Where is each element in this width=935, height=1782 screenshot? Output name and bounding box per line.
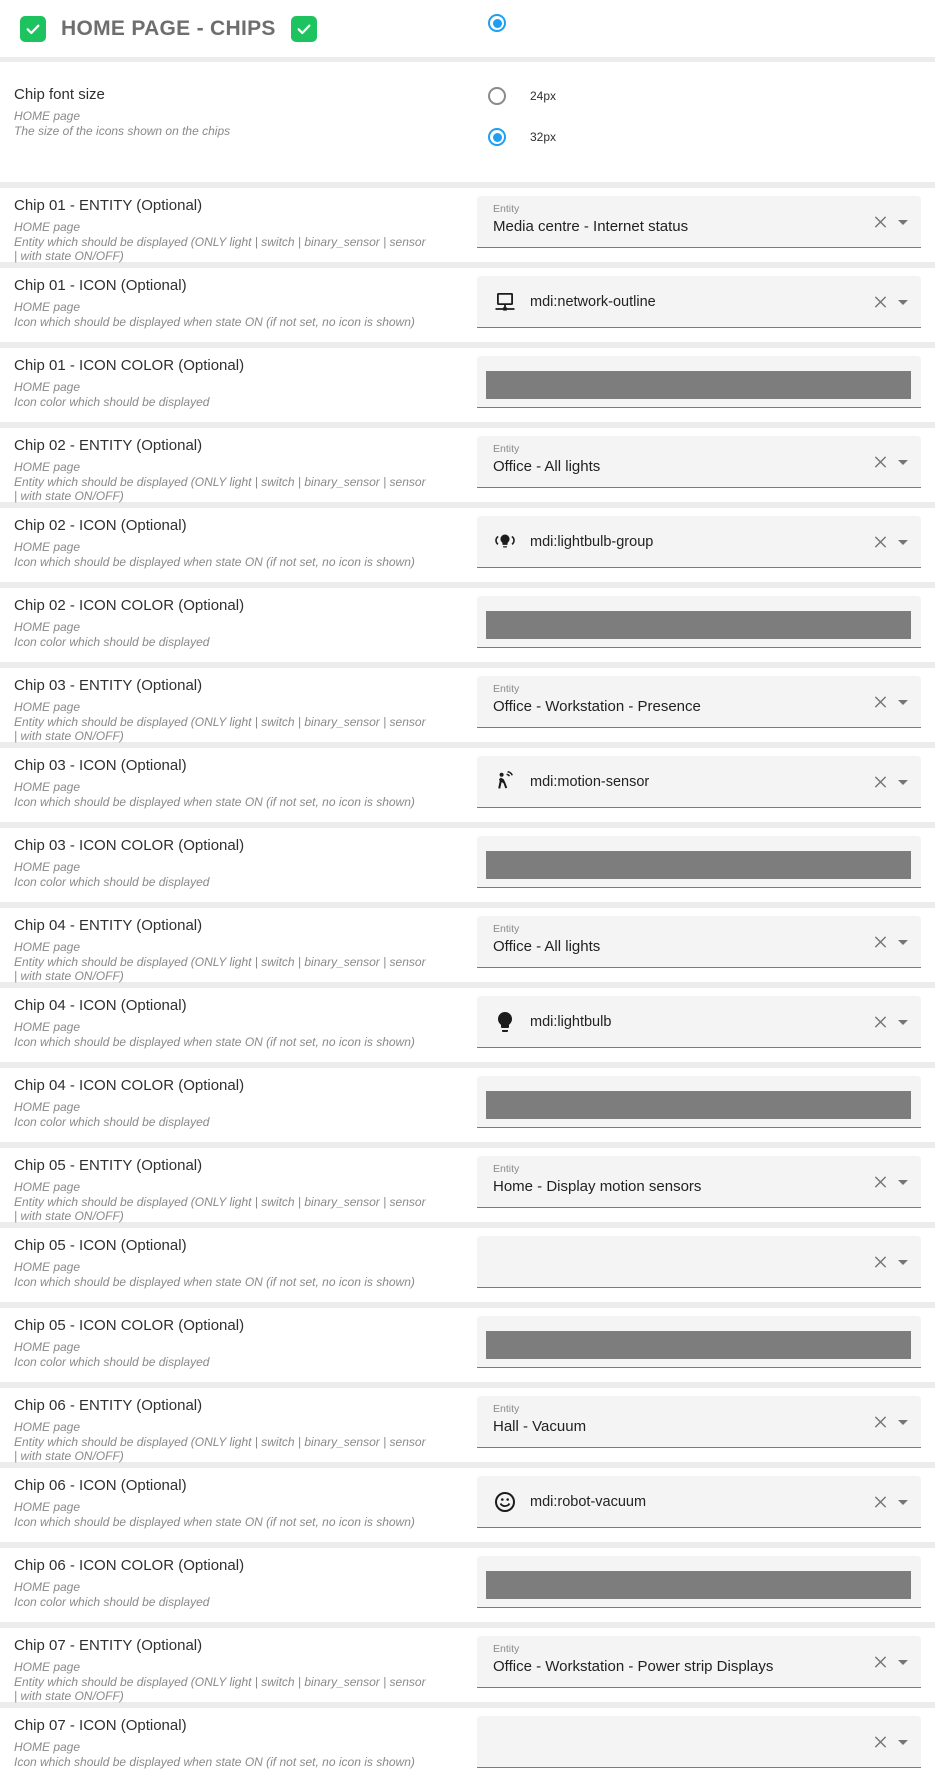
setting-subtitle: HOME page [14, 1340, 81, 1354]
field-label: Entity [493, 443, 520, 455]
clear-icon[interactable] [873, 214, 888, 229]
setting-description: Icon which should be displayed when state ON (if not set, no icon is shown) [14, 1515, 415, 1529]
check-icon [296, 21, 312, 37]
setting-subtitle: HOME page [14, 460, 81, 474]
color-swatch [486, 611, 911, 639]
setting-subtitle: HOME page [14, 700, 81, 714]
color-picker-field[interactable] [477, 596, 921, 648]
check-icon [25, 21, 41, 37]
chevron-down-icon[interactable] [898, 700, 908, 705]
lightbulb-icon [493, 1010, 517, 1034]
font-size-option-24px[interactable] [488, 87, 556, 105]
icon-setting-row [0, 268, 935, 342]
icon-select-field[interactable] [477, 996, 921, 1048]
setting-title: Chip 07 - ENTITY (Optional) [14, 1637, 203, 1654]
setting-title: Chip 03 - ICON COLOR (Optional) [14, 837, 245, 854]
setting-description: Entity which should be displayed (ONLY light | switch | binary_sensor | sensor | with state ON/OFF) [14, 475, 426, 503]
setting-description: Icon color which should be displayed [14, 1355, 210, 1369]
setting-description: Icon color which should be displayed [14, 635, 210, 649]
setting-title: Chip 05 - ICON (Optional) [14, 1237, 187, 1254]
color-setting-row [0, 1068, 935, 1142]
setting-description: Icon color which should be displayed [14, 875, 210, 889]
color-picker-field[interactable] [477, 1556, 921, 1608]
color-setting-row [0, 1308, 935, 1382]
field-label: Entity [493, 1403, 520, 1415]
option-label: 24px [530, 89, 557, 103]
setting-subtitle: HOME page [14, 220, 81, 234]
motion-sensor-icon [493, 770, 517, 794]
setting-description: Icon which should be displayed when state ON (if not set, no icon is shown) [14, 795, 415, 809]
field-value: Office - Workstation - Power strip Displays [493, 1658, 774, 1675]
icon-setting-row [0, 1468, 935, 1542]
entity-select-field[interactable] [477, 436, 921, 488]
icon-setting-row [0, 988, 935, 1062]
clear-icon[interactable] [873, 1494, 888, 1509]
field-value: mdi:motion-sensor [530, 773, 650, 790]
setting-title: Chip 07 - ICON (Optional) [14, 1717, 187, 1734]
icon-setting-row [0, 748, 935, 822]
setting-description: Entity which should be displayed (ONLY light | switch | binary_sensor | sensor | with state ON/OFF) [14, 955, 426, 983]
settings-rows [0, 188, 935, 1782]
setting-subtitle: HOME page [14, 1020, 81, 1034]
chevron-down-icon[interactable] [898, 940, 908, 945]
icon-select-field[interactable] [477, 516, 921, 568]
entity-select-field[interactable] [477, 676, 921, 728]
entity-setting-row [0, 428, 935, 502]
chip-font-size-row [0, 62, 935, 182]
setting-title: Chip 03 - ENTITY (Optional) [14, 677, 203, 694]
clear-icon[interactable] [873, 1174, 888, 1189]
setting-subtitle: HOME page [14, 300, 81, 314]
field-value: Office - Workstation - Presence [493, 698, 701, 715]
clear-icon[interactable] [873, 1014, 888, 1029]
chevron-down-icon[interactable] [898, 1020, 908, 1025]
color-setting-row [0, 588, 935, 662]
entity-setting-row [0, 908, 935, 982]
setting-title: Chip 02 - ENTITY (Optional) [14, 437, 203, 454]
setting-subtitle: HOME page [14, 1180, 81, 1194]
field-label: Entity [493, 1163, 520, 1175]
setting-description: Icon which should be displayed when state ON (if not set, no icon is shown) [14, 1035, 415, 1049]
setting-subtitle: HOME page [14, 1740, 81, 1754]
setting-description: Icon which should be displayed when state ON (if not set, no icon is shown) [14, 315, 415, 329]
header-checkbox-trailing[interactable] [291, 16, 317, 42]
setting-subtitle: HOME page [14, 620, 81, 634]
entity-setting-row [0, 1148, 935, 1222]
clear-icon[interactable] [873, 1654, 888, 1669]
icon-select-field[interactable] [477, 1716, 921, 1768]
chevron-down-icon[interactable] [898, 1260, 908, 1265]
setting-title: Chip 04 - ICON (Optional) [14, 997, 187, 1014]
setting-title: Chip 02 - ICON (Optional) [14, 517, 187, 534]
setting-description: The size of the icons shown on the chips [14, 124, 231, 138]
field-label: Entity [493, 923, 520, 935]
setting-description: Entity which should be displayed (ONLY light | switch | binary_sensor | sensor | with state ON/OFF) [14, 715, 426, 743]
entity-select-field[interactable] [477, 1396, 921, 1448]
icon-select-field[interactable] [477, 1236, 921, 1288]
lightbulb-group-icon [493, 530, 517, 554]
chevron-down-icon[interactable] [898, 780, 908, 785]
entity-setting-row [0, 1388, 935, 1462]
setting-title: Chip 01 - ENTITY (Optional) [14, 197, 203, 214]
color-picker-field[interactable] [477, 1076, 921, 1128]
entity-select-field[interactable] [477, 916, 921, 968]
setting-title: Chip 04 - ENTITY (Optional) [14, 917, 203, 934]
icon-select-field[interactable] [477, 756, 921, 808]
setting-description: Icon which should be displayed when state ON (if not set, no icon is shown) [14, 555, 415, 569]
icon-setting-row [0, 1228, 935, 1302]
color-swatch [486, 1091, 911, 1119]
color-setting-row [0, 1548, 935, 1622]
setting-description: Icon which should be displayed when state ON (if not set, no icon is shown) [14, 1275, 415, 1289]
entity-select-field[interactable] [477, 1636, 921, 1688]
icon-select-field[interactable] [477, 276, 921, 328]
color-swatch [486, 371, 911, 399]
chevron-down-icon[interactable] [898, 1660, 908, 1665]
clear-icon[interactable] [873, 454, 888, 469]
color-picker-field[interactable] [477, 356, 921, 408]
entity-select-field[interactable] [477, 1156, 921, 1208]
chevron-down-icon[interactable] [898, 540, 908, 545]
color-picker-field[interactable] [477, 836, 921, 888]
field-value: Media centre - Internet status [493, 218, 689, 235]
clear-icon[interactable] [873, 294, 888, 309]
setting-title: Chip 02 - ICON COLOR (Optional) [14, 597, 245, 614]
setting-title: Chip font size [14, 86, 105, 103]
setting-title: Chip 05 - ICON COLOR (Optional) [14, 1317, 245, 1334]
header-radio-button[interactable] [488, 14, 506, 32]
chevron-down-icon[interactable] [898, 1180, 908, 1185]
entity-select-field[interactable] [477, 196, 921, 248]
icon-setting-row [0, 508, 935, 582]
entity-setting-row [0, 1628, 935, 1702]
icon-setting-row [0, 1708, 935, 1782]
robot-vacuum-icon [493, 1490, 517, 1514]
color-swatch [486, 851, 911, 879]
field-label: Entity [493, 683, 520, 695]
setting-subtitle: HOME page [14, 1100, 81, 1114]
setting-title: Chip 06 - ICON COLOR (Optional) [14, 1557, 245, 1574]
setting-subtitle: HOME page [14, 1660, 81, 1674]
setting-title: Chip 06 - ENTITY (Optional) [14, 1397, 203, 1414]
field-label: Entity [493, 203, 520, 215]
setting-title: Chip 03 - ICON (Optional) [14, 757, 187, 774]
field-value: Home - Display motion sensors [493, 1178, 702, 1195]
setting-title: Chip 04 - ICON COLOR (Optional) [14, 1077, 245, 1094]
chevron-down-icon[interactable] [898, 1420, 908, 1425]
field-value: mdi:network-outline [530, 293, 656, 310]
field-value: Office - All lights [493, 458, 601, 475]
color-setting-row [0, 348, 935, 422]
setting-subtitle: HOME page [14, 860, 81, 874]
chevron-down-icon[interactable] [898, 300, 908, 305]
setting-title: Chip 01 - ICON COLOR (Optional) [14, 357, 245, 374]
font-size-option-32px[interactable] [488, 128, 556, 146]
color-picker-field[interactable] [477, 1316, 921, 1368]
chevron-down-icon[interactable] [898, 220, 908, 225]
field-value: mdi:lightbulb [530, 1013, 612, 1030]
setting-subtitle: HOME page [14, 380, 81, 394]
field-value: mdi:lightbulb-group [530, 533, 654, 550]
setting-description: Entity which should be displayed (ONLY light | switch | binary_sensor | sensor | with state ON/OFF) [14, 1675, 426, 1703]
setting-description: Icon color which should be displayed [14, 1115, 210, 1129]
setting-subtitle: HOME page [14, 1500, 81, 1514]
chevron-down-icon[interactable] [898, 1740, 908, 1745]
radio-button[interactable] [488, 128, 506, 146]
clear-icon[interactable] [873, 1254, 888, 1269]
clear-icon[interactable] [873, 1734, 888, 1749]
setting-subtitle: HOME page [14, 540, 81, 554]
page-title: HOME PAGE - CHIPS [61, 16, 276, 40]
field-value: Office - All lights [493, 938, 601, 955]
setting-description: Icon which should be displayed when state ON (if not set, no icon is shown) [14, 1755, 415, 1769]
radio-button[interactable] [488, 87, 506, 105]
setting-subtitle: HOME page [14, 1420, 81, 1434]
clear-icon[interactable] [873, 1414, 888, 1429]
setting-subtitle: HOME page [14, 940, 81, 954]
setting-subtitle: HOME page [14, 1580, 81, 1594]
setting-description: Entity which should be displayed (ONLY light | switch | binary_sensor | sensor | with state ON/OFF) [14, 235, 426, 263]
setting-description: Icon color which should be displayed [14, 395, 210, 409]
chevron-down-icon[interactable] [898, 460, 908, 465]
field-value: mdi:robot-vacuum [530, 1493, 647, 1510]
setting-subtitle: HOME page [14, 109, 81, 123]
setting-description: Entity which should be displayed (ONLY light | switch | binary_sensor | sensor | with state ON/OFF) [14, 1435, 426, 1463]
color-swatch [486, 1331, 911, 1359]
entity-setting-row [0, 188, 935, 262]
icon-select-field[interactable] [477, 1476, 921, 1528]
setting-title: Chip 06 - ICON (Optional) [14, 1477, 187, 1494]
field-label: Entity [493, 1643, 520, 1655]
setting-title: Chip 05 - ENTITY (Optional) [14, 1157, 203, 1174]
clear-icon[interactable] [873, 534, 888, 549]
color-swatch [486, 1571, 911, 1599]
network-outline-icon [493, 290, 517, 314]
setting-subtitle: HOME page [14, 1260, 81, 1274]
clear-icon[interactable] [873, 934, 888, 949]
chevron-down-icon[interactable] [898, 1500, 908, 1505]
field-value: Hall - Vacuum [493, 1418, 587, 1435]
page-header [0, 0, 935, 57]
option-label: 32px [530, 130, 557, 144]
color-setting-row [0, 828, 935, 902]
setting-description: Icon color which should be displayed [14, 1595, 210, 1609]
entity-setting-row [0, 668, 935, 742]
setting-title: Chip 01 - ICON (Optional) [14, 277, 187, 294]
header-checkbox-leading[interactable] [20, 16, 46, 42]
setting-description: Entity which should be displayed (ONLY light | switch | binary_sensor | sensor | with state ON/OFF) [14, 1195, 426, 1223]
clear-icon[interactable] [873, 694, 888, 709]
clear-icon[interactable] [873, 774, 888, 789]
setting-subtitle: HOME page [14, 780, 81, 794]
